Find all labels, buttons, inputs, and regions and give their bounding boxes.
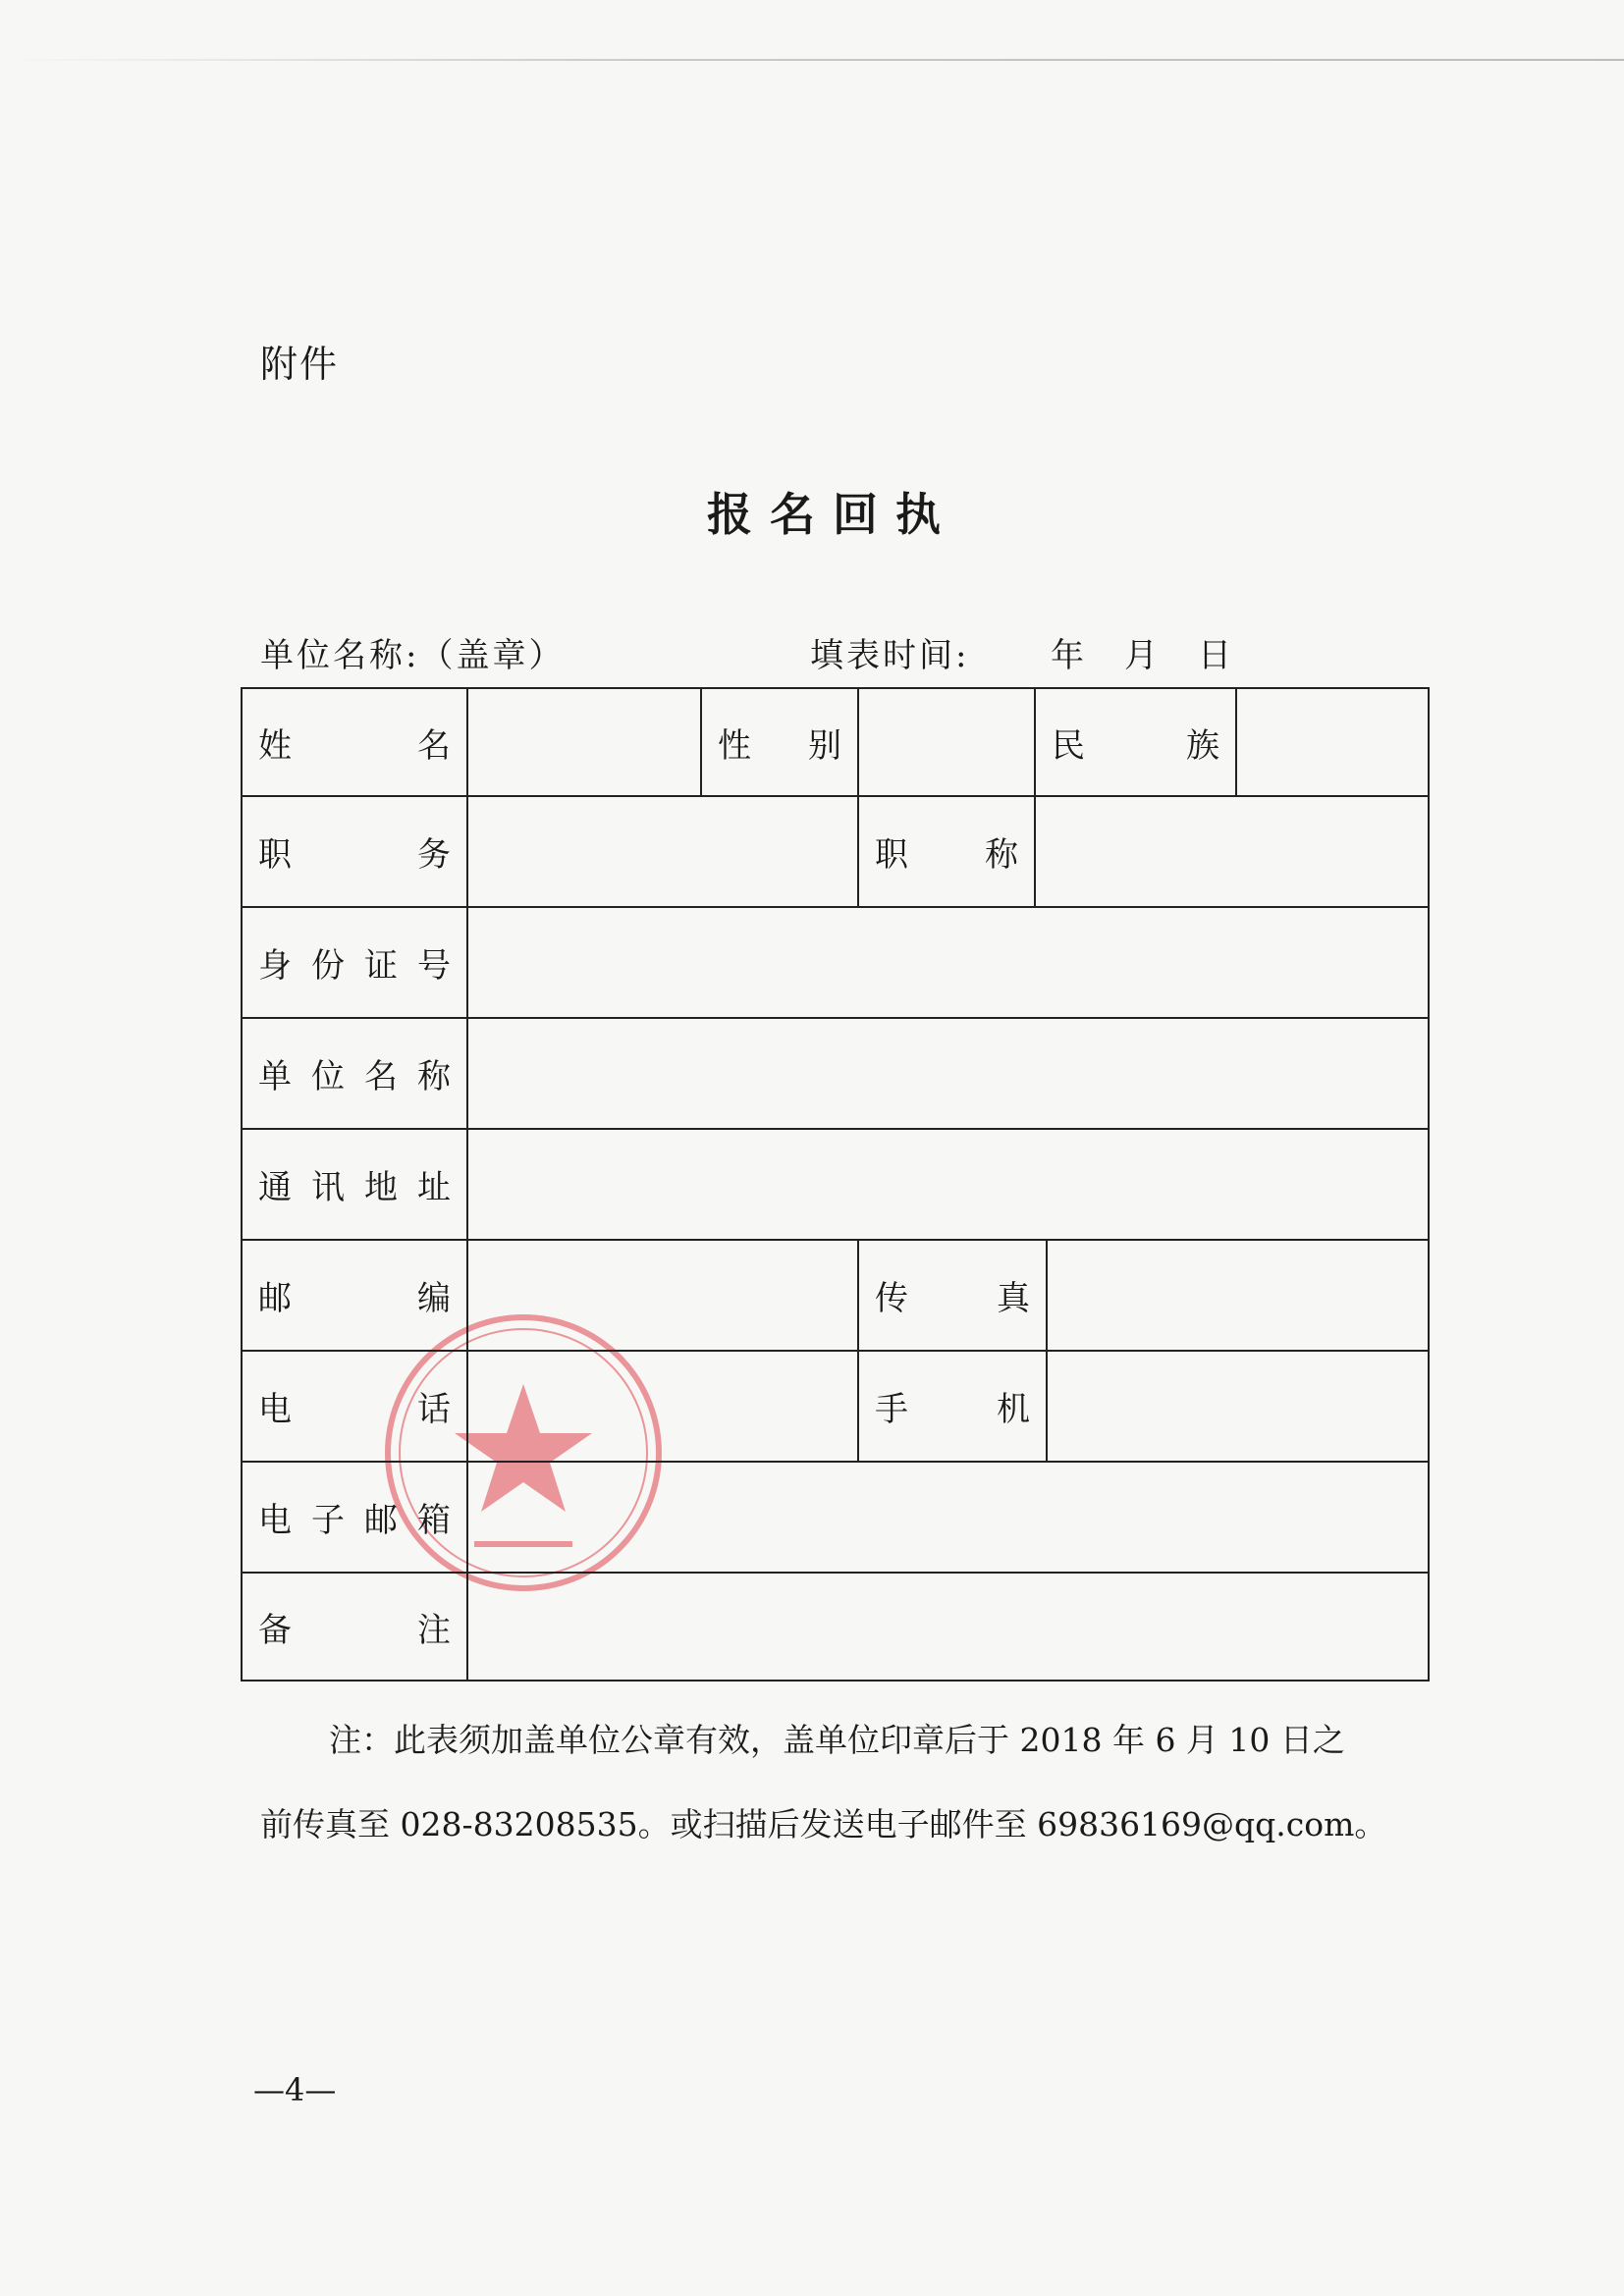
fax-label: 传 真: [875, 1279, 1030, 1318]
address-label: 通 讯 地 址: [258, 1168, 451, 1207]
note-line-1: 注：此表须加盖单位公章有效，盖单位印章后于 2018 年 6 月 10 日之: [329, 1721, 1345, 1759]
id-number-label-cell: [243, 908, 468, 1017]
fax-input-cell[interactable]: [1048, 1241, 1428, 1350]
table-row-position: [241, 795, 1430, 908]
email-label: 电 子 邮 箱: [258, 1501, 451, 1540]
note-line-2: 前传真至 028-83208535。或扫描后发送电子邮件至 69836169@qq.com。: [260, 1805, 1387, 1843]
form-note: [260, 1698, 1419, 1867]
page-edge: [0, 59, 1624, 61]
name-input-cell[interactable]: [468, 689, 702, 795]
title-rank-label-cell: [859, 797, 1036, 906]
phone-label-cell: [243, 1352, 468, 1461]
remarks-label: 备 注: [258, 1610, 451, 1650]
table-row-email: [241, 1461, 1430, 1574]
gender-input-cell[interactable]: [859, 689, 1036, 795]
table-row-unit-name: [241, 1017, 1430, 1130]
unit-name-label: 单 位 名 称: [258, 1057, 451, 1096]
gender-label-cell: [702, 689, 859, 795]
email-input-cell[interactable]: [468, 1463, 1428, 1572]
table-row-address: [241, 1128, 1430, 1241]
email-label-cell: [243, 1463, 468, 1572]
mobile-label: 手 机: [875, 1390, 1030, 1429]
page-number: —4—: [253, 2071, 337, 2109]
unit-name-input-cell[interactable]: [468, 1019, 1428, 1128]
form-title: 报名回执: [707, 488, 958, 541]
id-number-input-cell[interactable]: [468, 908, 1428, 1017]
position-label-cell: [243, 797, 468, 906]
table-row-phone: [241, 1350, 1430, 1463]
remarks-label-cell: [243, 1574, 468, 1680]
registration-form-table: [241, 687, 1430, 1683]
address-input-cell[interactable]: [468, 1130, 1428, 1239]
position-input-cell[interactable]: [468, 797, 859, 906]
month-label: 月: [1124, 636, 1158, 675]
mobile-input-cell[interactable]: [1048, 1352, 1428, 1461]
table-row-remarks: [241, 1572, 1430, 1682]
unit-name-label-cell: [243, 1019, 468, 1128]
table-row-name: [241, 687, 1430, 797]
unit-name-stamp-label: 单位名称:（盖章）: [260, 636, 566, 675]
name-label-cell: [243, 689, 468, 795]
title-rank-label: 职 称: [875, 835, 1018, 875]
day-label: 日: [1198, 636, 1231, 675]
ethnicity-label-cell: [1036, 689, 1237, 795]
table-row-postcode: [241, 1239, 1430, 1352]
ethnicity-input-cell[interactable]: [1237, 689, 1428, 795]
mobile-label-cell: [859, 1352, 1048, 1461]
title-rank-input-cell[interactable]: [1036, 797, 1428, 906]
phone-label: 电 话: [258, 1390, 451, 1429]
attachment-label: 附件: [260, 343, 340, 386]
remarks-input-cell[interactable]: [468, 1574, 1428, 1680]
fill-date: [1051, 628, 1231, 676]
id-number-label: 身 份 证 号: [258, 946, 451, 986]
gender-label: 性 别: [718, 725, 841, 766]
phone-input-cell[interactable]: [468, 1352, 859, 1461]
postcode-input-cell[interactable]: [468, 1241, 859, 1350]
name-label: 姓 名: [258, 725, 451, 766]
ethnicity-label: 民 族: [1052, 725, 1219, 766]
table-row-id-number: [241, 906, 1430, 1019]
position-label: 职 务: [258, 835, 451, 875]
fax-label-cell: [859, 1241, 1048, 1350]
postcode-label-cell: [243, 1241, 468, 1350]
address-label-cell: [243, 1130, 468, 1239]
postcode-label: 邮 编: [258, 1279, 451, 1318]
year-label: 年: [1051, 636, 1084, 675]
fill-time-label: 填表时间:: [810, 636, 970, 675]
